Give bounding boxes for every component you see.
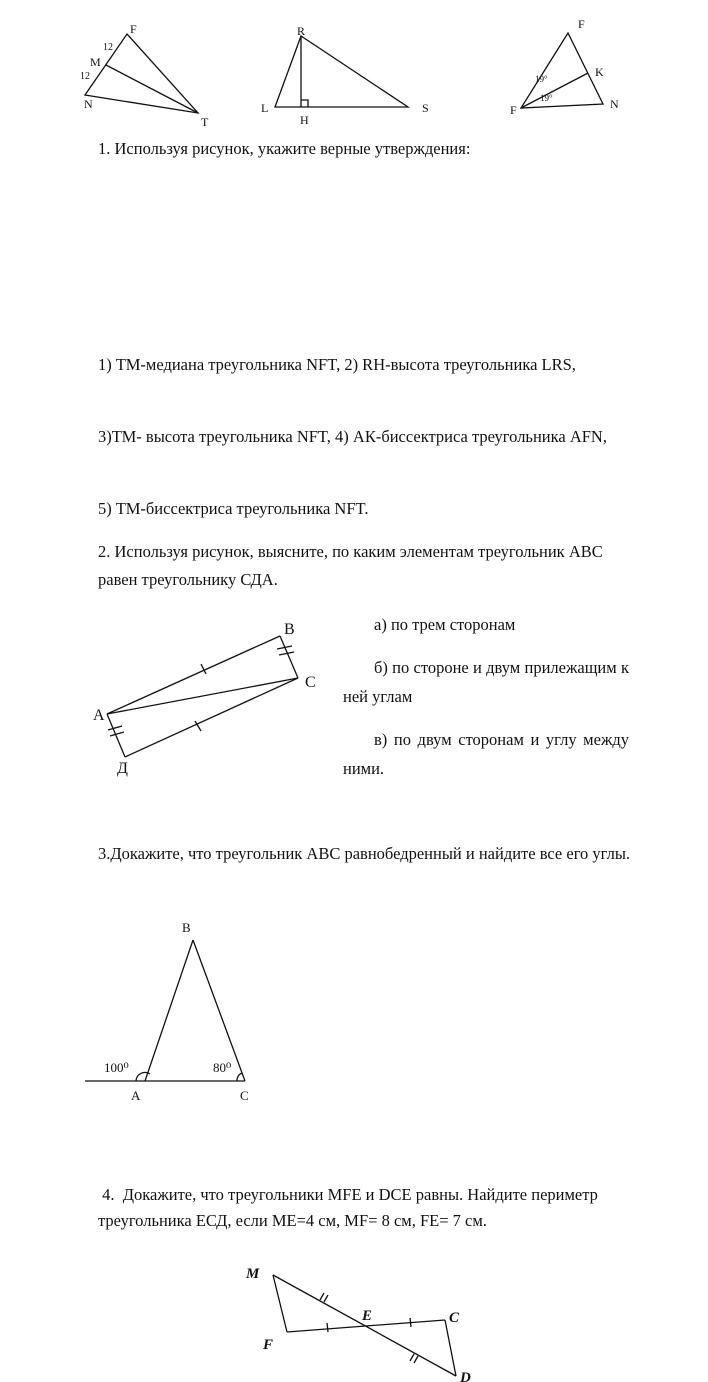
label-k: K <box>595 65 604 79</box>
triangle-nft-figure <box>80 22 209 129</box>
label-s: S <box>422 101 429 115</box>
label-d: D <box>460 1370 471 1382</box>
label-n-right: N <box>610 97 619 111</box>
question-1-title: 1. Используя рисунок, укажите верные утверждения: <box>98 139 471 158</box>
label-m: M <box>246 1266 260 1282</box>
triangle-bisector-figure <box>510 17 619 117</box>
label-c: C <box>240 1088 249 1103</box>
label-r: R <box>297 24 306 38</box>
question-3-title: 3.Докажите, что треугольник АВС равнобедренный и найдите все его углы. <box>98 844 631 863</box>
label-t: T <box>201 115 209 129</box>
option-b: б) по стороне и двум прилежащим к ней углам <box>343 658 629 706</box>
angle-c-value: 80⁰ <box>213 1060 232 1075</box>
angle-upper: 19° <box>535 74 548 84</box>
label-a: A <box>131 1088 141 1103</box>
statement-1-2: 1) ТМ-медиана треугольника NFT, 2) RН-высота треугольника LRS, <box>98 355 576 374</box>
side-length-mn: 12 <box>80 71 90 82</box>
question-4-title: 4. Докажите, что треугольники MFE и DCE равны. Найдите периметр треугольника ЕСД, если МЕ=4 см, MF= 8 см, FE= 7 см. <box>98 1185 603 1230</box>
crossing-triangles-figure <box>240 1258 490 1382</box>
question-2-title: 2. Используя рисунок, выясните, по каким элементам треугольник АВС равен треугольнику СДА. <box>98 542 603 589</box>
label-f-left: F <box>510 103 517 117</box>
label-f-top: F <box>578 17 585 31</box>
label-m: M <box>90 55 101 69</box>
option-c: в) по двум сторонам и углу между ними. <box>343 730 629 778</box>
label-c: С <box>305 674 316 691</box>
label-f: F <box>263 1337 274 1353</box>
parallelogram-figure <box>85 615 335 780</box>
option-a: а) по трем сторонам <box>374 615 516 634</box>
statement-3-4: 3)ТМ- высота треугольника NFT, 4) АК-биссектриса треугольника AFN, <box>98 427 607 446</box>
isosceles-triangle-figure <box>80 915 280 1105</box>
label-n: N <box>84 97 93 111</box>
label-e: E <box>362 1308 373 1324</box>
label-c: C <box>449 1310 460 1326</box>
label-f: F <box>130 22 137 36</box>
side-length-fm: 12 <box>103 42 113 53</box>
statement-5: 5) ТМ-биссектриса треугольника NFT. <box>98 499 369 518</box>
label-l: L <box>261 101 269 115</box>
triangle-lrs-figure <box>261 24 429 127</box>
label-a: А <box>93 707 105 724</box>
label-d: Д <box>117 760 128 777</box>
label-b: В <box>284 621 295 638</box>
angle-lower: 19° <box>540 93 553 103</box>
angle-a-value: 100⁰ <box>104 1060 129 1075</box>
top-figures <box>0 0 708 135</box>
label-b: B <box>182 920 191 935</box>
label-h: H <box>300 113 309 127</box>
